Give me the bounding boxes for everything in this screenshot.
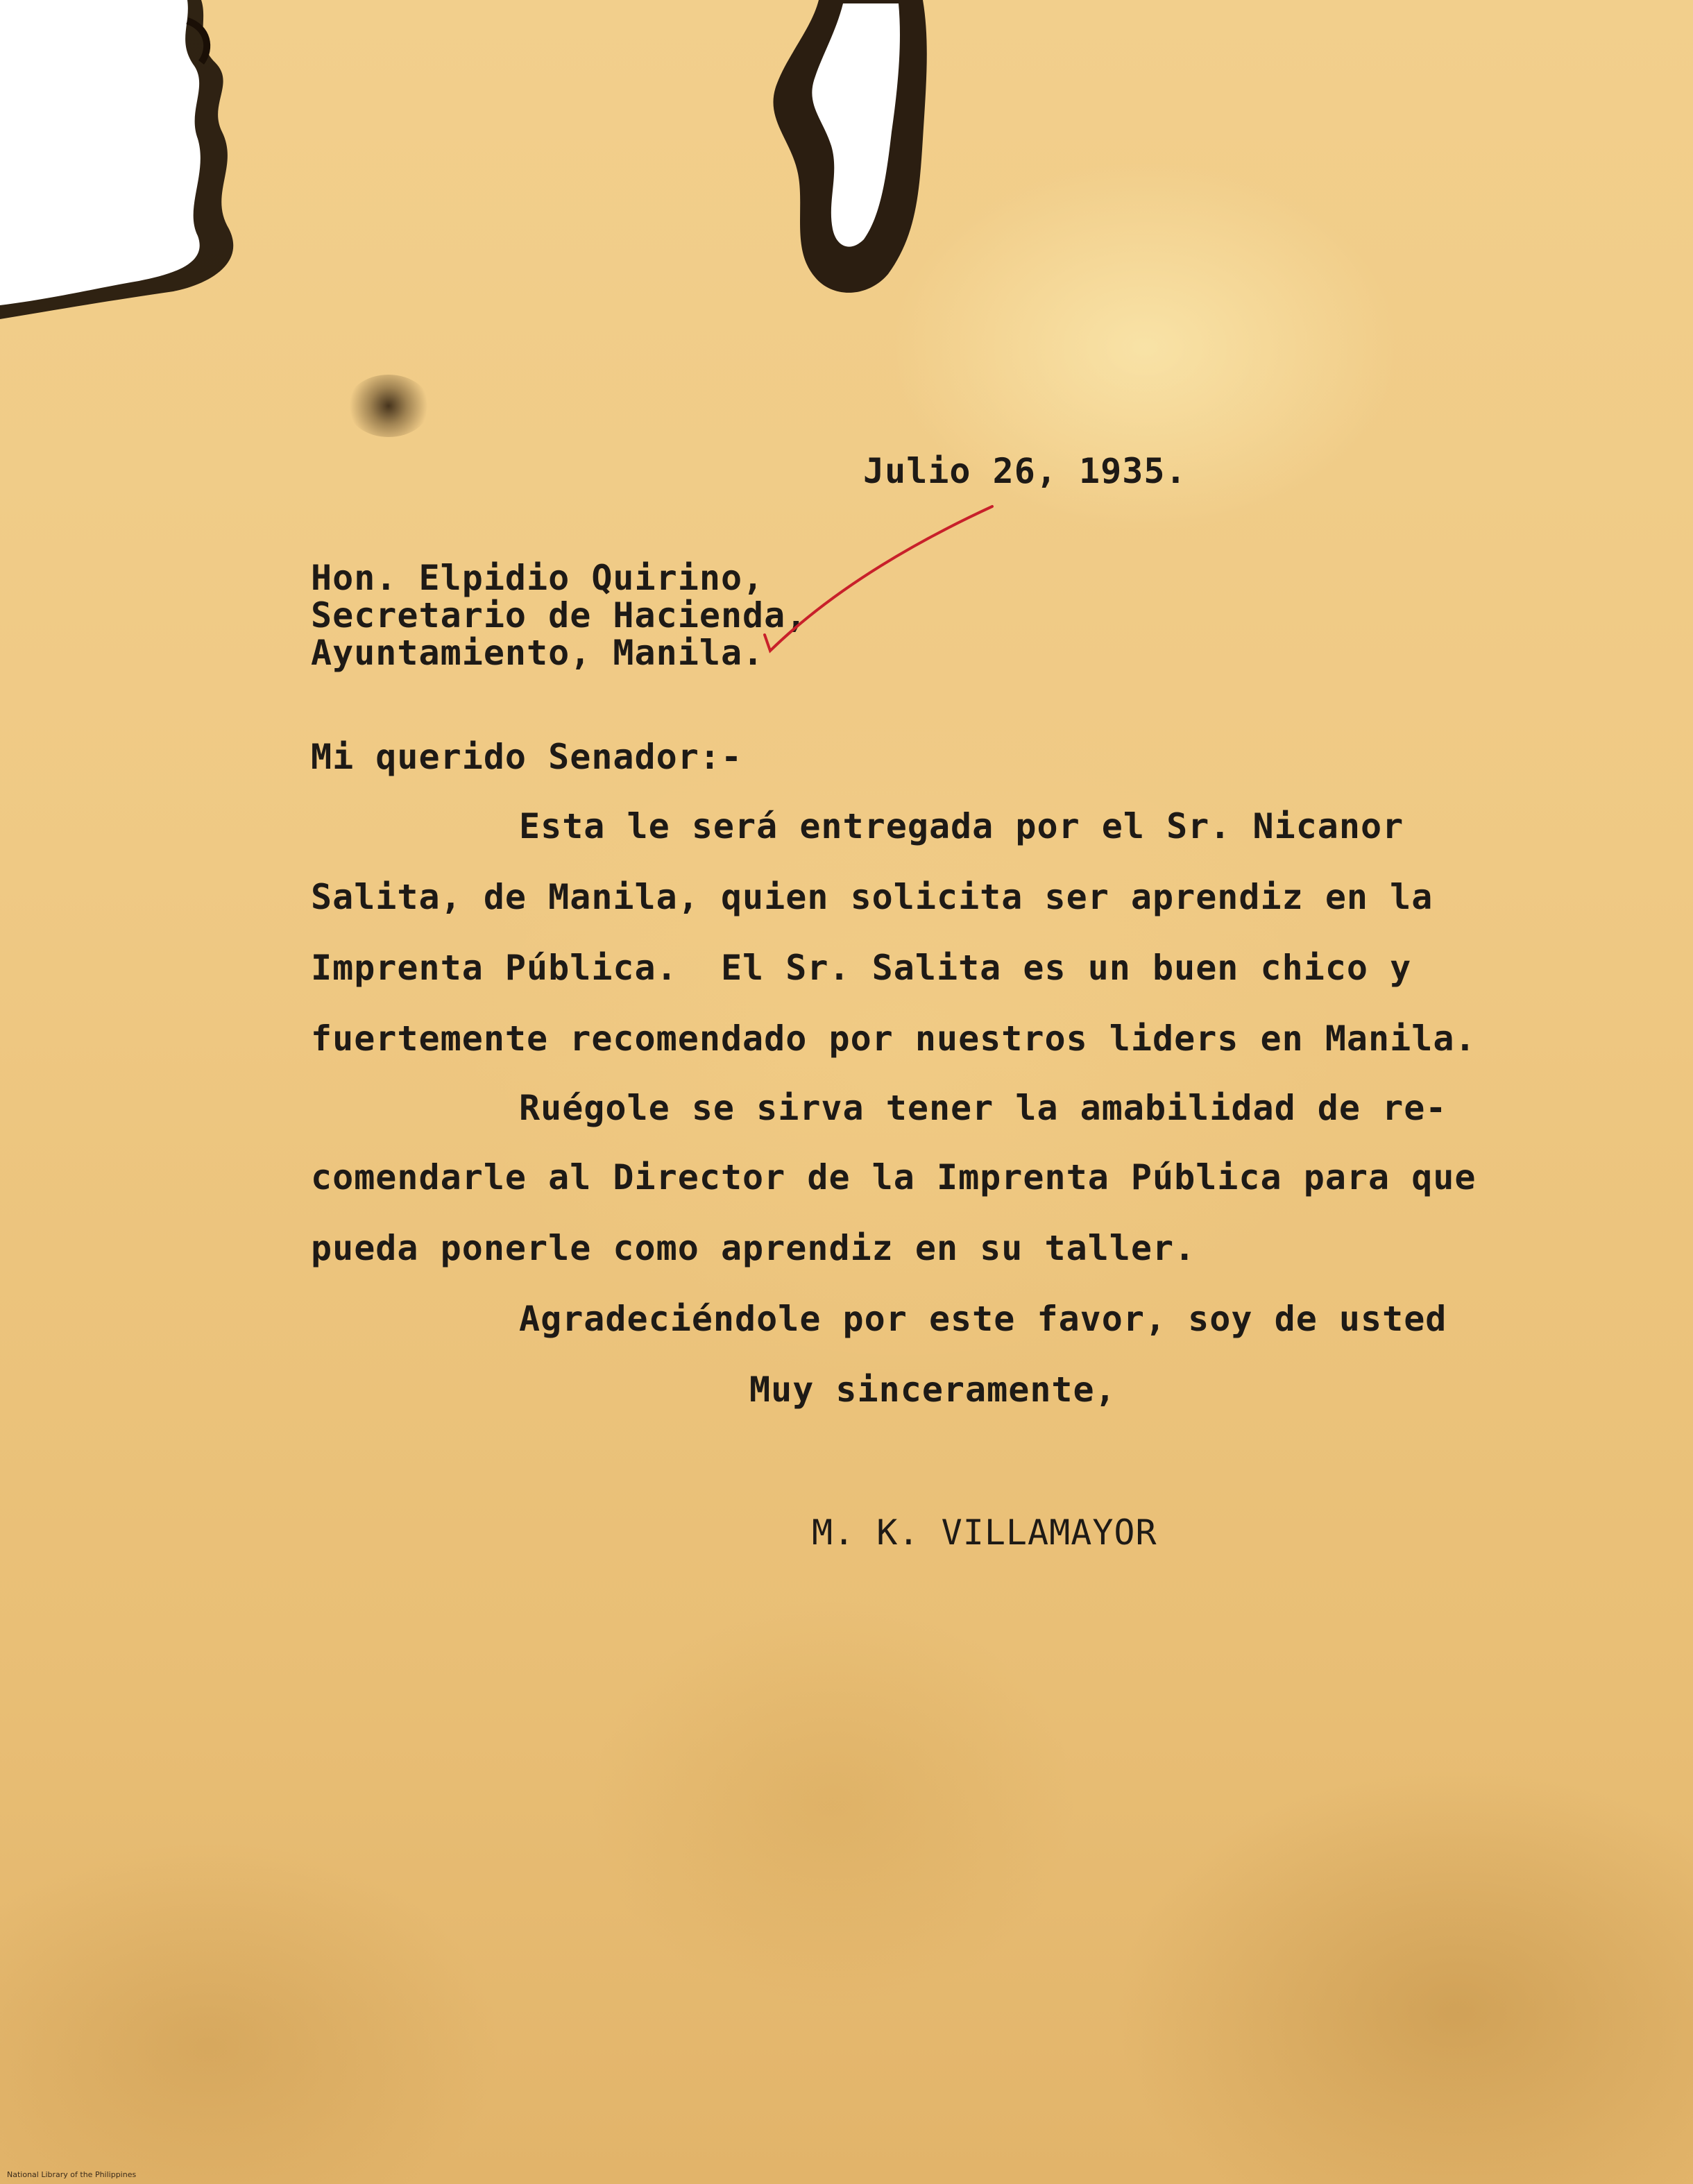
archive-footer: National Library of the Philippines — [7, 2170, 137, 2179]
address-line-1: Hon. Elpidio Quirino, — [311, 558, 765, 598]
burn-damage-hole — [749, 0, 930, 312]
closing: Muy sinceramente, — [749, 1370, 1116, 1410]
burn-damage-left — [0, 0, 264, 326]
body-line-6: comendarle al Director de la Imprenta Pública para que — [311, 1157, 1477, 1197]
red-check-mark — [749, 500, 999, 666]
body-line-4: fuertemente recomendado por nuestros liders en Manila. — [311, 1018, 1477, 1059]
letter-date: Julio 26, 1935. — [863, 451, 1187, 491]
salutation: Mi querido Senador:- — [311, 737, 743, 777]
body-line-3: Imprenta Pública. El Sr. Salita es un buen chico y — [311, 948, 1412, 988]
body-line-2: Salita, de Manila, quien solicita ser aprendiz en la — [311, 877, 1433, 917]
body-line-1: Esta le será entregada por el Sr. Nicanor — [519, 806, 1404, 846]
address-line-2: Secretario de Hacienda, — [311, 595, 808, 635]
signature-name: M. K. VILLAMAYOR — [812, 1512, 1157, 1553]
ink-smudge — [347, 375, 430, 437]
body-line-5: Ruégole se sirva tener la amabilidad de re- — [519, 1088, 1447, 1128]
body-line-7: pueda ponerle como aprendiz en su taller. — [311, 1228, 1196, 1268]
address-line-3: Ayuntamiento, Manila. — [311, 633, 765, 673]
body-line-8: Agradeciéndole por este favor, soy de usted — [519, 1299, 1447, 1339]
